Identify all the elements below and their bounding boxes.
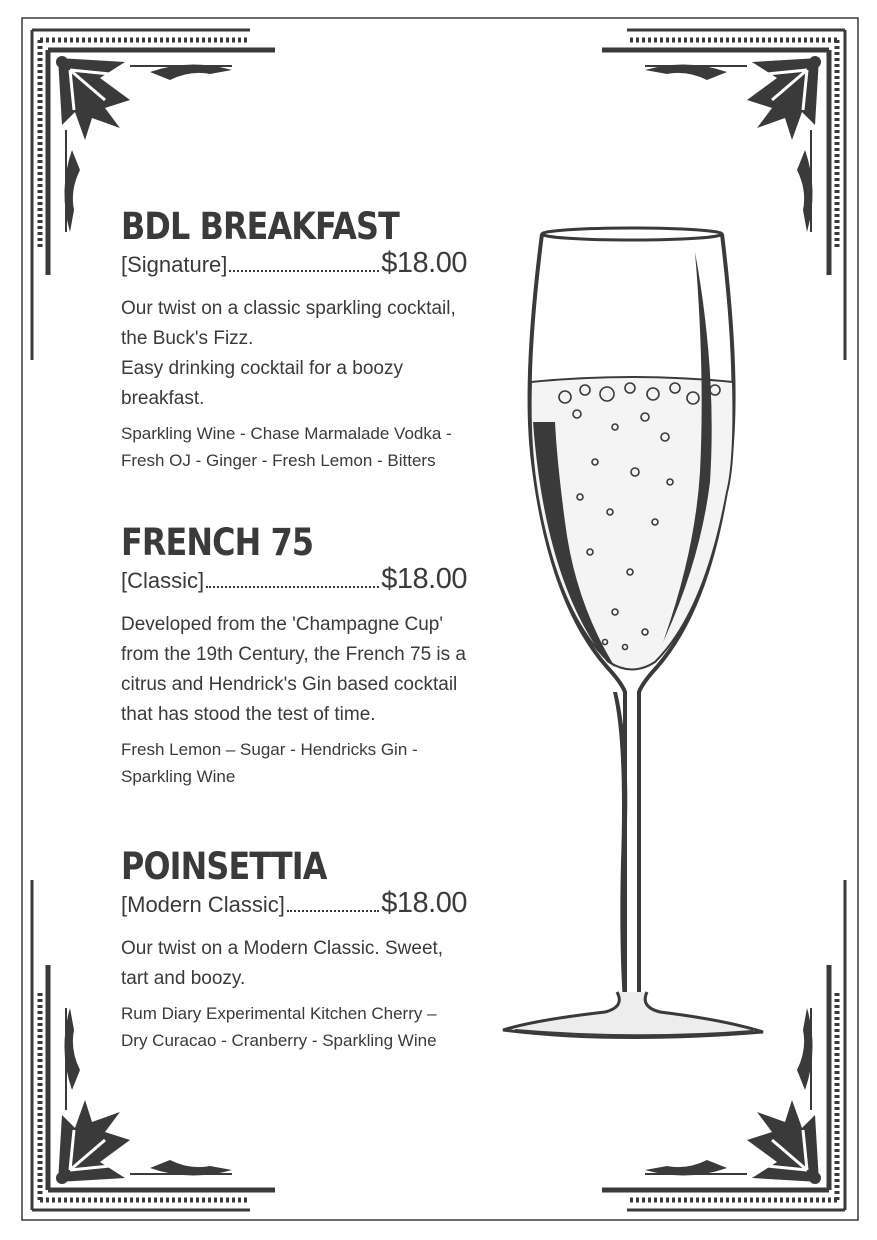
- item-description: [121, 610, 467, 730]
- champagne-flute-icon: [495, 222, 770, 1052]
- item-ingredients: Sparkling Wine - Chase Marmalade Vodka - Fresh OJ - Ginger - Fresh Lemon - Bitters: [121, 424, 452, 470]
- item-price: $18.00: [381, 563, 467, 595]
- dot-leader: [287, 910, 379, 912]
- dot-leader: [229, 270, 379, 272]
- item-price: $18.00: [381, 247, 467, 279]
- menu-item-poinsettia: [121, 845, 467, 1054]
- item-category: [Signature]: [121, 252, 228, 277]
- description-line: Developed from the 'Champagne Cup' from the 19th Century, the French 75 is a citrus and Hendrick's Gin based cocktail that has stood the test of time.: [121, 614, 466, 725]
- description-line: Easy drinking cocktail for a boozy breakfast.: [121, 358, 403, 409]
- item-ingredients: Rum Diary Experimental Kitchen Cherry – Dry Curacao - Cranberry - Sparkling Wine: [121, 1004, 437, 1050]
- item-name: BDL BREAKFAST: [121, 205, 399, 248]
- price-row: [121, 887, 467, 920]
- menu-item-bdl-breakfast: [121, 205, 467, 474]
- item-price: $18.00: [381, 887, 467, 919]
- description-line: Our twist on a Modern Classic. Sweet, tart and boozy.: [121, 938, 444, 989]
- item-description: [121, 934, 467, 994]
- item-name: POINSETTIA: [121, 845, 327, 888]
- price-row: [121, 563, 467, 596]
- description-line: Our twist on a classic sparkling cocktail, the Buck's Fizz.: [121, 298, 456, 349]
- item-ingredients: Fresh Lemon – Sugar - Hendricks Gin - Sparkling Wine: [121, 740, 418, 786]
- item-name: FRENCH 75: [121, 521, 314, 564]
- item-description: [121, 294, 467, 414]
- dot-leader: [206, 586, 379, 588]
- item-category: [Modern Classic]: [121, 892, 285, 917]
- menu-item-french-75: [121, 521, 467, 790]
- item-category: [Classic]: [121, 568, 205, 593]
- price-row: [121, 247, 467, 280]
